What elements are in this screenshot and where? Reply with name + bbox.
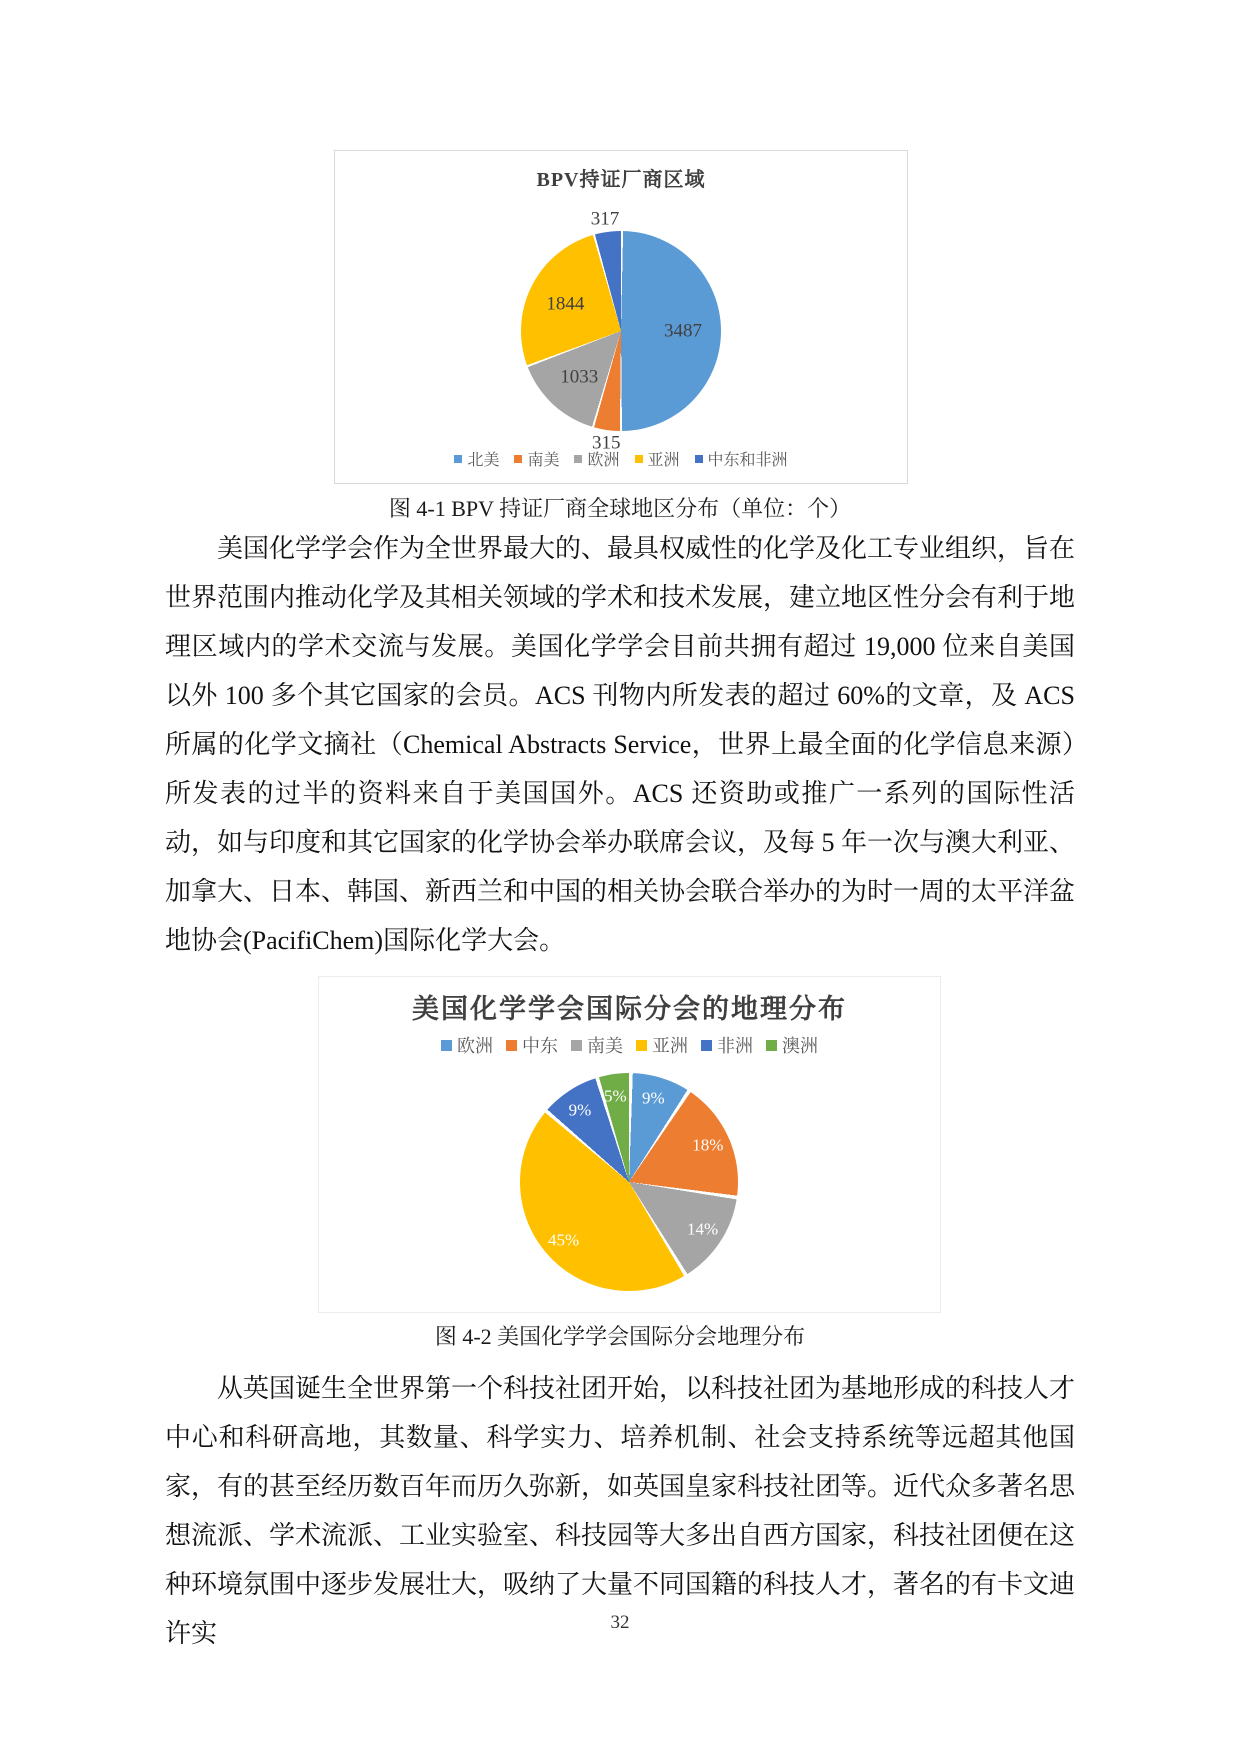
legend-swatch [636, 1040, 647, 1051]
legend-item [506, 1032, 558, 1058]
pie-data-label: 1033 [560, 366, 599, 388]
pie-graphic [520, 1073, 738, 1291]
legend-item [454, 447, 499, 470]
legend-label: 亚洲 [647, 452, 680, 469]
chart-title: BPV持证厂商区域 [536, 169, 706, 191]
legend-swatch [571, 1040, 582, 1051]
pie-data-label: 18% [692, 1135, 724, 1155]
figure-acs-chapters-chart [318, 976, 941, 1313]
legend-swatch [695, 455, 703, 463]
pie-data-label: 45% [548, 1230, 580, 1250]
legend-label: 中东 [522, 1036, 558, 1056]
figure-caption: 图 4-1 BPV 持证厂商全球地区分布（单位：个） [388, 496, 852, 521]
legend-swatch [441, 1040, 452, 1051]
legend-swatch [701, 1040, 712, 1051]
legend-swatch [506, 1040, 517, 1051]
legend-item [441, 1032, 493, 1058]
legend-label: 非洲 [717, 1036, 753, 1056]
pie-data-label: 5% [604, 1086, 627, 1106]
figure-bpv-regions-chart [334, 150, 908, 484]
legend-item [571, 1032, 623, 1058]
pie-data-label: 9% [641, 1088, 665, 1108]
pie-data-label: 317 [590, 208, 620, 230]
body-paragraph: 从英国诞生全世界第一个科技社团开始，以科技社团为基地形成的科技人才中心和科研高地，其数量、科学实力、培养机制、社会支持系统等远超其他国家，有的甚至经历数百年而历久弥新，如英国皇家科技社团等。近代众多著名思想流派、学术流派、工业实验室、科技园等大多出自西方国家，科技社团便在这种环境氛围中逐步发展壮大，吸纳了大量不同国籍的科技人才，著名的有卡文迪许实 [165, 1374, 1076, 1648]
body-paragraph: 美国化学学会作为全世界最大的、最具权威性的化学及化工专业组织，旨在世界范围内推动化学及其相关领域的学术和技术发展，建立地区性分会有利于地理区域内的学术交流与发展。美国化学学会目前共拥有超过 19,000 位来自美国以外 100 多个其它国家的会员。ACS 刊物内所发表的超过 60%的文章，及 ACS 所属的化学文摘社（Chemical Abstracts Service，世界上最全面的化学信息来源）所发表的过半的资料来自于美国国外。ACS 还资助或推广一系列的国际性活动，如与印度和其它国家的化学协会举办联席会议，及每 5 年一次与澳大利亚、加拿大、日本、韩国、新西兰和中国的相关协会联合举办的为时一周的太平洋盆地协会(PacifiChem)国际化学大会。 [165, 534, 1076, 955]
legend-swatch [514, 455, 522, 463]
legend-label: 亚洲 [652, 1036, 688, 1056]
pie-data-label: 315 [591, 432, 621, 454]
legend-label: 欧洲 [457, 1036, 493, 1056]
pie-chart [520, 1073, 738, 1291]
legend-item [695, 447, 788, 470]
pie-chart [521, 208, 721, 454]
chart-legend [335, 447, 907, 470]
figure-caption: 图 4-2 美国化学学会国际分会地理分布 [434, 1324, 806, 1349]
pie-data-label: 14% [687, 1219, 719, 1239]
legend-swatch [574, 455, 582, 463]
legend-swatch [635, 455, 643, 463]
legend-label: 北美 [467, 452, 500, 469]
legend-label: 南美 [527, 452, 560, 469]
pie-data-label: 9% [568, 1100, 592, 1120]
legend-label: 欧洲 [587, 452, 620, 469]
legend-item [701, 1032, 753, 1058]
legend-label: 澳洲 [782, 1036, 818, 1056]
chart-title: 美国化学学会国际分会的地理分布 [412, 994, 847, 1024]
legend-swatch [766, 1040, 777, 1051]
legend-item [766, 1032, 818, 1058]
pie-data-label: 3487 [664, 320, 702, 342]
legend-item [574, 447, 619, 470]
legend-swatch [454, 455, 462, 463]
legend-item [636, 1032, 688, 1058]
legend-label: 南美 [587, 1036, 623, 1056]
legend-label: 中东和非洲 [707, 452, 788, 469]
page-number: 32 [610, 1612, 630, 1633]
chart-legend [319, 1032, 940, 1058]
legend-item [635, 447, 680, 470]
pie-data-label: 1844 [546, 293, 585, 315]
legend-item [514, 447, 559, 470]
